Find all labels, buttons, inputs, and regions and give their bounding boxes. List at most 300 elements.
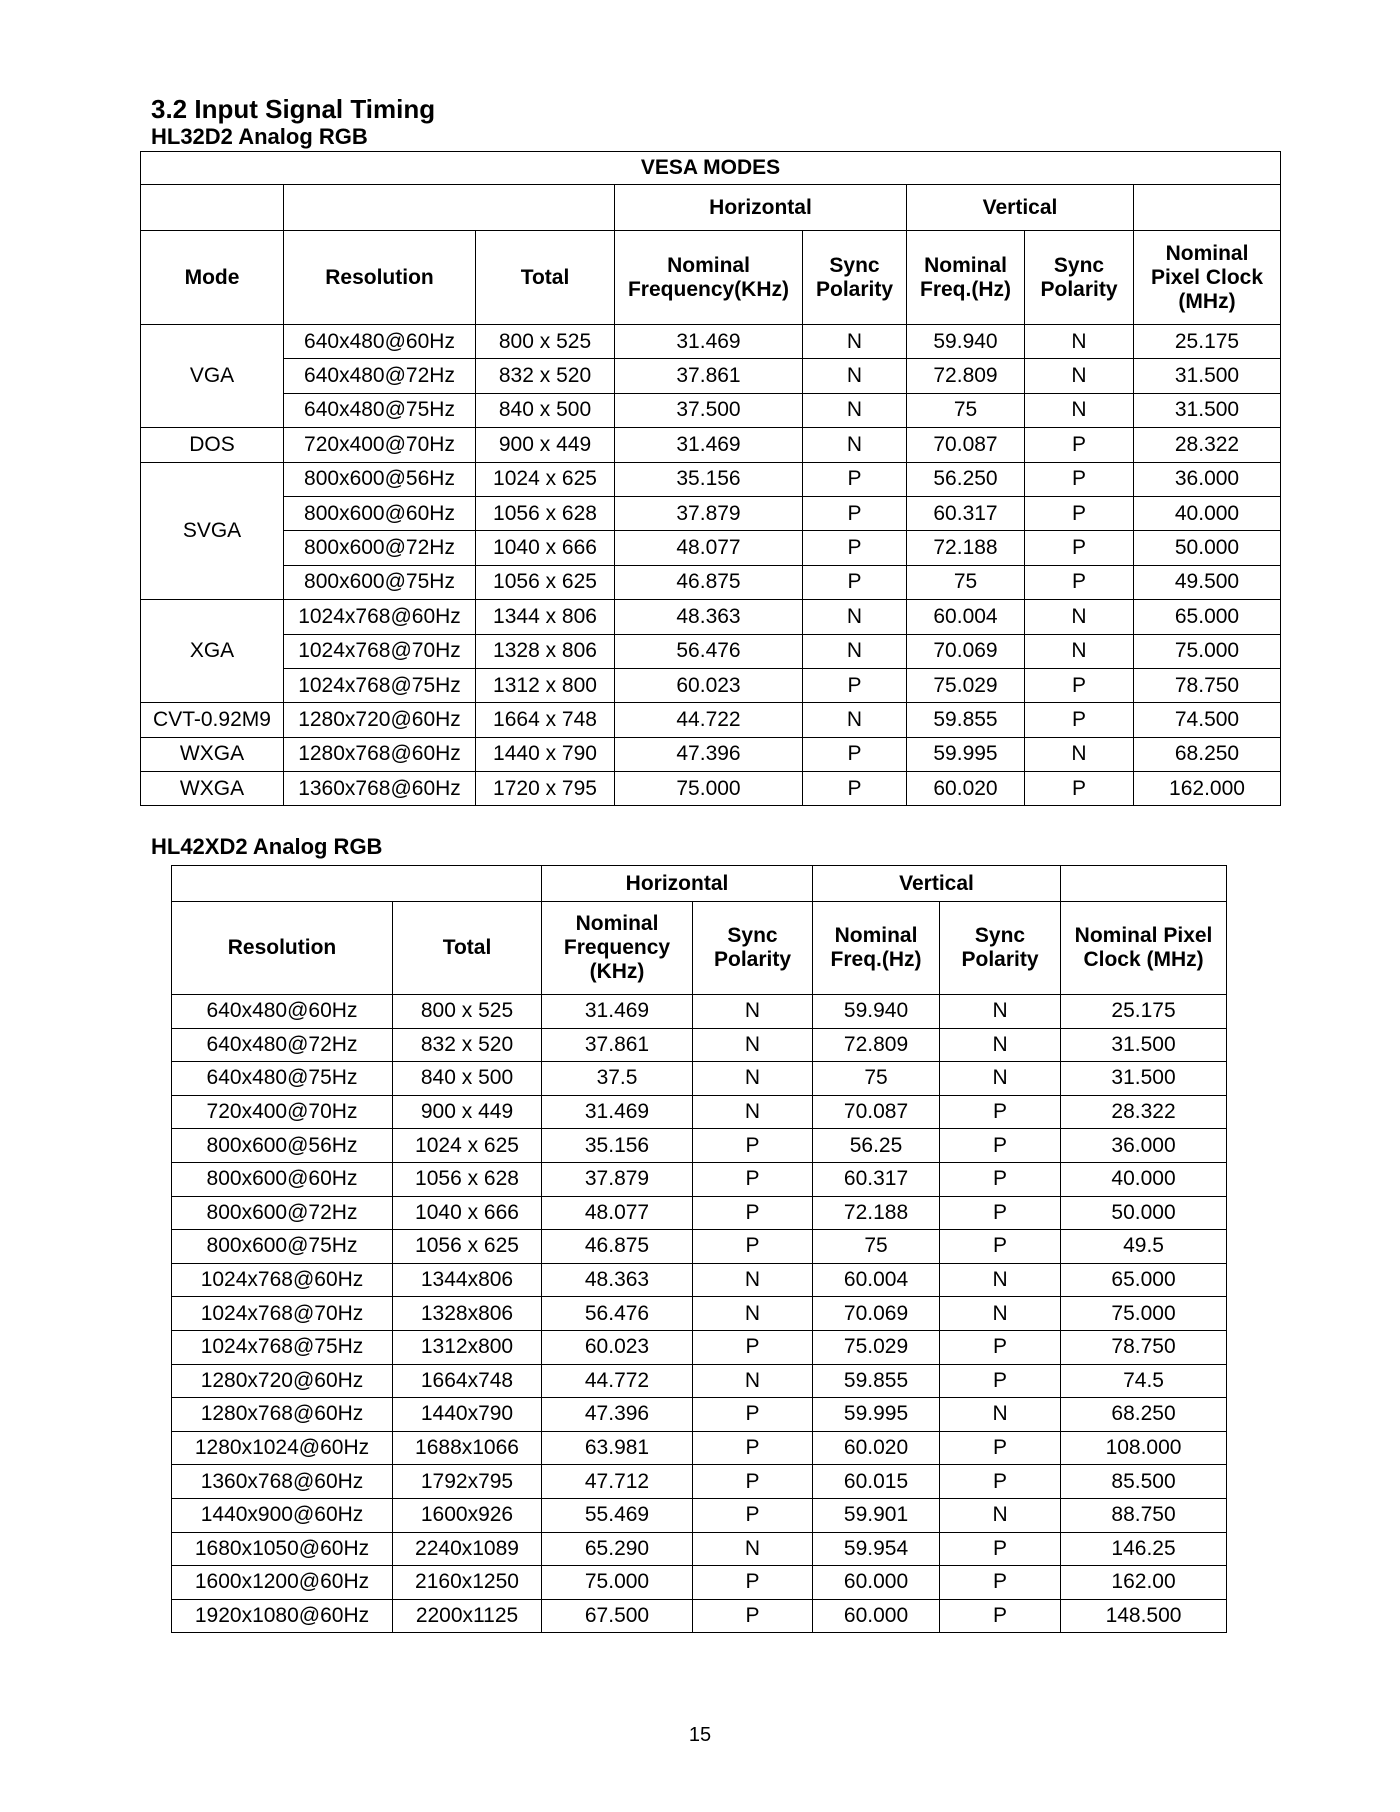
total-cell: 1344x806: [393, 1263, 542, 1297]
v-sync-cell: N: [1025, 737, 1134, 771]
v-frequency-header: Nominal Freq.(Hz): [813, 902, 940, 995]
v-frequency-cell: 75: [907, 565, 1025, 599]
total-cell: 1440 x 790: [476, 737, 615, 771]
total-cell: 1024 x 625: [393, 1129, 542, 1163]
total-cell: 1664 x 748: [476, 703, 615, 737]
v-sync-cell: P: [1025, 565, 1134, 599]
pixel-clock-header: Nominal Pixel Clock (MHz): [1134, 231, 1281, 325]
v-sync-cell: N: [1025, 359, 1134, 393]
total-cell: 1040 x 666: [393, 1196, 542, 1230]
h-frequency-cell: 35.156: [542, 1129, 693, 1163]
empty-header-cell: [284, 185, 615, 231]
h-frequency-cell: 37.861: [615, 359, 803, 393]
pixel-clock-cell: 75.000: [1134, 634, 1281, 668]
v-sync-cell: P: [940, 1230, 1061, 1264]
v-frequency-cell: 60.000: [813, 1566, 940, 1600]
h-frequency-cell: 55.469: [542, 1498, 693, 1532]
v-frequency-cell: 70.087: [907, 428, 1025, 462]
vesa-modes-banner: VESA MODES: [141, 152, 1281, 185]
v-frequency-cell: 59.995: [907, 737, 1025, 771]
table-row: [172, 1062, 1227, 1096]
v-sync-cell: P: [940, 1431, 1061, 1465]
total-cell: 1720 x 795: [476, 772, 615, 806]
h-frequency-cell: 37.861: [542, 1028, 693, 1062]
h-frequency-cell: 37.879: [542, 1162, 693, 1196]
v-sync-cell: P: [1025, 772, 1134, 806]
pixel-clock-cell: 31.500: [1061, 1062, 1227, 1096]
total-cell: 832 x 520: [476, 359, 615, 393]
h-sync-cell: N: [803, 325, 907, 359]
v-sync-header: Sync Polarity: [940, 902, 1061, 995]
v-frequency-cell: 70.069: [813, 1297, 940, 1331]
h-frequency-cell: 46.875: [615, 565, 803, 599]
h-sync-cell: P: [803, 496, 907, 530]
pixel-clock-cell: 49.5: [1061, 1230, 1227, 1264]
v-frequency-cell: 72.188: [907, 531, 1025, 565]
total-cell: 1440x790: [393, 1398, 542, 1432]
total-cell: 1328 x 806: [476, 634, 615, 668]
resolution-cell: 800x600@56Hz: [172, 1129, 393, 1163]
total-cell: 1600x926: [393, 1498, 542, 1532]
v-frequency-cell: 75: [907, 393, 1025, 427]
h-sync-cell: N: [693, 1297, 813, 1331]
h-frequency-cell: 56.476: [615, 634, 803, 668]
resolution-cell: 1024x768@70Hz: [172, 1297, 393, 1331]
total-cell: 840 x 500: [393, 1062, 542, 1096]
pixel-clock-cell: 65.000: [1134, 600, 1281, 634]
horizontal-group-header: Horizontal: [542, 866, 813, 902]
total-cell: 1024 x 625: [476, 462, 615, 496]
vertical-group-header: Vertical: [907, 185, 1134, 231]
h-sync-cell: P: [803, 462, 907, 496]
pixel-clock-cell: 162.000: [1134, 772, 1281, 806]
pixel-clock-cell: 36.000: [1134, 462, 1281, 496]
pixel-clock-cell: 148.500: [1061, 1599, 1227, 1633]
table1-subtitle: HL32D2 Analog RGB: [151, 124, 368, 149]
h-sync-cell: P: [693, 1196, 813, 1230]
h-frequency-header: Nominal Frequency(KHz): [615, 231, 803, 325]
v-sync-cell: P: [940, 1330, 1061, 1364]
pixel-clock-cell: 74.5: [1061, 1364, 1227, 1398]
pixel-clock-cell: 28.322: [1061, 1095, 1227, 1129]
v-frequency-cell: 72.809: [907, 359, 1025, 393]
v-sync-cell: N: [940, 1263, 1061, 1297]
total-cell: 1344 x 806: [476, 600, 615, 634]
v-sync-cell: P: [940, 1196, 1061, 1230]
pixel-clock-cell: 65.000: [1061, 1263, 1227, 1297]
h-sync-cell: N: [803, 703, 907, 737]
horizontal-group-header: Horizontal: [615, 185, 907, 231]
v-sync-cell: P: [940, 1532, 1061, 1566]
v-frequency-cell: 59.855: [813, 1364, 940, 1398]
v-frequency-cell: 72.188: [813, 1196, 940, 1230]
resolution-header: Resolution: [172, 902, 393, 995]
pixel-clock-cell: 68.250: [1134, 737, 1281, 771]
table-row: [172, 1028, 1227, 1062]
pixel-clock-cell: 50.000: [1061, 1196, 1227, 1230]
v-sync-cell: N: [1025, 634, 1134, 668]
total-cell: 800 x 525: [476, 325, 615, 359]
table-row: [141, 737, 1281, 771]
v-frequency-cell: 75: [813, 1062, 940, 1096]
total-cell: 840 x 500: [476, 393, 615, 427]
h-sync-cell: N: [693, 1095, 813, 1129]
v-frequency-cell: 60.000: [813, 1599, 940, 1633]
pixel-clock-cell: 50.000: [1134, 531, 1281, 565]
v-sync-cell: P: [940, 1162, 1061, 1196]
table-row: [172, 1129, 1227, 1163]
total-cell: 800 x 525: [393, 995, 542, 1029]
h-frequency-cell: 75.000: [615, 772, 803, 806]
v-frequency-cell: 59.995: [813, 1398, 940, 1432]
h-frequency-cell: 37.5: [542, 1062, 693, 1096]
resolution-cell: 1440x900@60Hz: [172, 1498, 393, 1532]
h-sync-cell: P: [693, 1431, 813, 1465]
total-cell: 1056 x 628: [476, 496, 615, 530]
mode-cell: XGA: [141, 600, 284, 703]
page-number: 15: [688, 1724, 712, 1746]
pixel-clock-cell: 40.000: [1061, 1162, 1227, 1196]
total-cell: 1792x795: [393, 1465, 542, 1499]
resolution-cell: 640x480@72Hz: [172, 1028, 393, 1062]
h-frequency-cell: 75.000: [542, 1566, 693, 1600]
resolution-cell: 720x400@70Hz: [284, 428, 476, 462]
total-header: Total: [393, 902, 542, 995]
h-sync-cell: N: [693, 995, 813, 1029]
h-sync-cell: P: [803, 565, 907, 599]
mode-cell: WXGA: [141, 772, 284, 806]
pixel-clock-cell: 88.750: [1061, 1498, 1227, 1532]
v-frequency-cell: 60.015: [813, 1465, 940, 1499]
resolution-cell: 1024x768@75Hz: [284, 668, 476, 702]
total-cell: 1040 x 666: [476, 531, 615, 565]
resolution-cell: 720x400@70Hz: [172, 1095, 393, 1129]
h-frequency-cell: 35.156: [615, 462, 803, 496]
v-frequency-cell: 60.020: [813, 1431, 940, 1465]
resolution-cell: 800x600@60Hz: [172, 1162, 393, 1196]
v-sync-cell: P: [1025, 703, 1134, 737]
resolution-cell: 1280x720@60Hz: [172, 1364, 393, 1398]
h-frequency-cell: 48.077: [542, 1196, 693, 1230]
h-frequency-cell: 48.363: [615, 600, 803, 634]
empty-header-cell: [141, 185, 284, 231]
total-cell: 1664x748: [393, 1364, 542, 1398]
table-row: [141, 634, 1281, 668]
h-sync-cell: P: [803, 772, 907, 806]
table-row: [141, 325, 1281, 359]
table-row: [172, 1330, 1227, 1364]
resolution-cell: 1600x1200@60Hz: [172, 1566, 393, 1600]
table-row: [172, 995, 1227, 1029]
v-sync-cell: P: [1025, 668, 1134, 702]
table-row: [141, 600, 1281, 634]
v-frequency-cell: 59.940: [813, 995, 940, 1029]
table-row: [141, 359, 1281, 393]
pixel-clock-cell: 31.500: [1134, 359, 1281, 393]
v-sync-cell: P: [940, 1095, 1061, 1129]
empty-header-cell: [1061, 866, 1227, 902]
v-frequency-cell: 56.250: [907, 462, 1025, 496]
mode-cell: WXGA: [141, 737, 284, 771]
h-frequency-cell: 46.875: [542, 1230, 693, 1264]
mode-cell: DOS: [141, 428, 284, 462]
total-header: Total: [476, 231, 615, 325]
pixel-clock-cell: 78.750: [1061, 1330, 1227, 1364]
h-frequency-cell: 37.500: [615, 393, 803, 427]
resolution-cell: 1024x768@75Hz: [172, 1330, 393, 1364]
v-frequency-cell: 56.25: [813, 1129, 940, 1163]
pixel-clock-cell: 78.750: [1134, 668, 1281, 702]
table-row: [172, 1230, 1227, 1264]
table-row: [172, 1599, 1227, 1633]
total-cell: 900 x 449: [393, 1095, 542, 1129]
h-sync-cell: N: [803, 600, 907, 634]
hl42xd2-timing-table: [171, 865, 1227, 1633]
total-cell: 1056 x 625: [393, 1230, 542, 1264]
h-frequency-cell: 48.077: [615, 531, 803, 565]
h-sync-cell: N: [803, 359, 907, 393]
resolution-cell: 1280x768@60Hz: [172, 1398, 393, 1432]
h-sync-cell: P: [693, 1566, 813, 1600]
resolution-cell: 640x480@60Hz: [284, 325, 476, 359]
total-cell: 1056 x 625: [476, 565, 615, 599]
h-sync-cell: N: [803, 634, 907, 668]
mode-cell: VGA: [141, 325, 284, 428]
v-sync-cell: N: [940, 1398, 1061, 1432]
resolution-cell: 1360x768@60Hz: [172, 1465, 393, 1499]
v-frequency-cell: 60.004: [907, 600, 1025, 634]
resolution-cell: 800x600@60Hz: [284, 496, 476, 530]
empty-header-cell: [172, 866, 542, 902]
pixel-clock-cell: 49.500: [1134, 565, 1281, 599]
pixel-clock-cell: 146.25: [1061, 1532, 1227, 1566]
v-sync-cell: P: [940, 1465, 1061, 1499]
resolution-cell: 1280x768@60Hz: [284, 737, 476, 771]
v-sync-cell: P: [940, 1566, 1061, 1600]
table-row: [141, 462, 1281, 496]
h-frequency-cell: 47.712: [542, 1465, 693, 1499]
h-frequency-cell: 65.290: [542, 1532, 693, 1566]
pixel-clock-cell: 162.00: [1061, 1566, 1227, 1600]
resolution-cell: 1024x768@60Hz: [284, 600, 476, 634]
total-cell: 1056 x 628: [393, 1162, 542, 1196]
pixel-clock-cell: 25.175: [1061, 995, 1227, 1029]
h-frequency-cell: 60.023: [615, 668, 803, 702]
h-sync-cell: N: [803, 428, 907, 462]
h-sync-cell: P: [803, 737, 907, 771]
h-sync-cell: P: [693, 1465, 813, 1499]
resolution-cell: 640x480@72Hz: [284, 359, 476, 393]
total-cell: 1688x1066: [393, 1431, 542, 1465]
resolution-cell: 800x600@72Hz: [284, 531, 476, 565]
pixel-clock-cell: 108.000: [1061, 1431, 1227, 1465]
resolution-cell: 640x480@60Hz: [172, 995, 393, 1029]
resolution-cell: 1024x768@70Hz: [284, 634, 476, 668]
v-sync-cell: P: [1025, 462, 1134, 496]
h-sync-cell: P: [693, 1498, 813, 1532]
resolution-cell: 640x480@75Hz: [284, 393, 476, 427]
h-frequency-cell: 44.772: [542, 1364, 693, 1398]
table-row: [172, 1566, 1227, 1600]
v-sync-cell: N: [940, 1062, 1061, 1096]
h-frequency-cell: 37.879: [615, 496, 803, 530]
resolution-cell: 1920x1080@60Hz: [172, 1599, 393, 1633]
empty-header-cell: [1134, 185, 1281, 231]
v-sync-cell: N: [940, 1028, 1061, 1062]
pixel-clock-cell: 36.000: [1061, 1129, 1227, 1163]
total-cell: 900 x 449: [476, 428, 615, 462]
v-sync-cell: N: [1025, 325, 1134, 359]
table-row: [141, 531, 1281, 565]
h-sync-cell: N: [693, 1364, 813, 1398]
table-row: [141, 428, 1281, 462]
table-row: [141, 772, 1281, 806]
h-sync-cell: P: [803, 668, 907, 702]
total-cell: 832 x 520: [393, 1028, 542, 1062]
table-row: [141, 565, 1281, 599]
v-frequency-cell: 60.317: [813, 1162, 940, 1196]
table-row: [172, 1297, 1227, 1331]
h-sync-header: Sync Polarity: [803, 231, 907, 325]
v-frequency-cell: 60.004: [813, 1263, 940, 1297]
total-cell: 1312x800: [393, 1330, 542, 1364]
resolution-cell: 800x600@75Hz: [172, 1230, 393, 1264]
hl32d2-timing-table: [140, 151, 1281, 806]
table-row: [141, 703, 1281, 737]
v-frequency-cell: 59.940: [907, 325, 1025, 359]
v-sync-header: Sync Polarity: [1025, 231, 1134, 325]
v-sync-cell: P: [940, 1129, 1061, 1163]
resolution-cell: 1280x720@60Hz: [284, 703, 476, 737]
pixel-clock-cell: 31.500: [1061, 1028, 1227, 1062]
table-row: [172, 1431, 1227, 1465]
h-frequency-cell: 48.363: [542, 1263, 693, 1297]
h-sync-cell: P: [803, 531, 907, 565]
h-frequency-cell: 47.396: [615, 737, 803, 771]
resolution-header: Resolution: [284, 231, 476, 325]
h-sync-cell: P: [693, 1398, 813, 1432]
v-sync-cell: P: [1025, 531, 1134, 565]
resolution-cell: 1360x768@60Hz: [284, 772, 476, 806]
h-frequency-cell: 60.023: [542, 1330, 693, 1364]
v-frequency-cell: 75: [813, 1230, 940, 1264]
v-frequency-cell: 72.809: [813, 1028, 940, 1062]
total-cell: 1312 x 800: [476, 668, 615, 702]
table-row: [172, 1532, 1227, 1566]
pixel-clock-cell: 28.322: [1134, 428, 1281, 462]
h-sync-cell: P: [693, 1129, 813, 1163]
v-sync-cell: P: [1025, 428, 1134, 462]
table-row: [141, 668, 1281, 702]
pixel-clock-cell: 31.500: [1134, 393, 1281, 427]
h-frequency-cell: 31.469: [542, 1095, 693, 1129]
v-sync-cell: N: [1025, 393, 1134, 427]
h-frequency-cell: 31.469: [615, 428, 803, 462]
mode-header: Mode: [141, 231, 284, 325]
table-row: [141, 496, 1281, 530]
v-frequency-cell: 60.317: [907, 496, 1025, 530]
resolution-cell: 640x480@75Hz: [172, 1062, 393, 1096]
table-row: [172, 1196, 1227, 1230]
v-frequency-cell: 70.087: [813, 1095, 940, 1129]
resolution-cell: 1024x768@60Hz: [172, 1263, 393, 1297]
h-sync-cell: N: [693, 1532, 813, 1566]
total-cell: 2160x1250: [393, 1566, 542, 1600]
pixel-clock-cell: 75.000: [1061, 1297, 1227, 1331]
pixel-clock-cell: 74.500: [1134, 703, 1281, 737]
vertical-group-header: Vertical: [813, 866, 1061, 902]
pixel-clock-cell: 40.000: [1134, 496, 1281, 530]
h-frequency-cell: 67.500: [542, 1599, 693, 1633]
table-row: [141, 393, 1281, 427]
table-row: [172, 1364, 1227, 1398]
resolution-cell: 1680x1050@60Hz: [172, 1532, 393, 1566]
mode-cell: SVGA: [141, 462, 284, 600]
h-frequency-cell: 31.469: [615, 325, 803, 359]
mode-cell: CVT-0.92M9: [141, 703, 284, 737]
table-row: [172, 1263, 1227, 1297]
v-frequency-cell: 75.029: [907, 668, 1025, 702]
h-sync-cell: N: [803, 393, 907, 427]
h-frequency-cell: 56.476: [542, 1297, 693, 1331]
h-frequency-cell: 44.722: [615, 703, 803, 737]
table-row: [172, 1162, 1227, 1196]
v-sync-cell: P: [940, 1364, 1061, 1398]
v-frequency-cell: 59.855: [907, 703, 1025, 737]
v-frequency-cell: 70.069: [907, 634, 1025, 668]
h-frequency-header: Nominal Frequency (KHz): [542, 902, 693, 995]
v-frequency-header: Nominal Freq.(Hz): [907, 231, 1025, 325]
resolution-cell: 1280x1024@60Hz: [172, 1431, 393, 1465]
h-sync-cell: P: [693, 1162, 813, 1196]
h-frequency-cell: 31.469: [542, 995, 693, 1029]
h-frequency-cell: 63.981: [542, 1431, 693, 1465]
v-sync-cell: P: [1025, 496, 1134, 530]
v-sync-cell: N: [940, 1297, 1061, 1331]
v-sync-cell: P: [940, 1599, 1061, 1633]
resolution-cell: 800x600@75Hz: [284, 565, 476, 599]
table-row: [172, 1398, 1227, 1432]
h-sync-cell: P: [693, 1599, 813, 1633]
total-cell: 2240x1089: [393, 1532, 542, 1566]
pixel-clock-cell: 85.500: [1061, 1465, 1227, 1499]
h-sync-cell: P: [693, 1330, 813, 1364]
section-title: 3.2 Input Signal Timing: [151, 94, 436, 124]
pixel-clock-header: Nominal Pixel Clock (MHz): [1061, 902, 1227, 995]
resolution-cell: 800x600@56Hz: [284, 462, 476, 496]
pixel-clock-cell: 68.250: [1061, 1398, 1227, 1432]
table-row: [172, 1095, 1227, 1129]
h-sync-cell: N: [693, 1028, 813, 1062]
h-sync-header: Sync Polarity: [693, 902, 813, 995]
resolution-cell: 800x600@72Hz: [172, 1196, 393, 1230]
total-cell: 1328x806: [393, 1297, 542, 1331]
table2-subtitle: HL42XD2 Analog RGB: [151, 834, 383, 859]
total-cell: 2200x1125: [393, 1599, 542, 1633]
v-frequency-cell: 59.954: [813, 1532, 940, 1566]
v-frequency-cell: 60.020: [907, 772, 1025, 806]
table-row: [172, 1498, 1227, 1532]
h-frequency-cell: 47.396: [542, 1398, 693, 1432]
table-row: [172, 1465, 1227, 1499]
v-frequency-cell: 59.901: [813, 1498, 940, 1532]
h-sync-cell: P: [693, 1230, 813, 1264]
v-sync-cell: N: [1025, 600, 1134, 634]
v-sync-cell: N: [940, 1498, 1061, 1532]
h-sync-cell: N: [693, 1062, 813, 1096]
v-sync-cell: N: [940, 995, 1061, 1029]
h-sync-cell: N: [693, 1263, 813, 1297]
